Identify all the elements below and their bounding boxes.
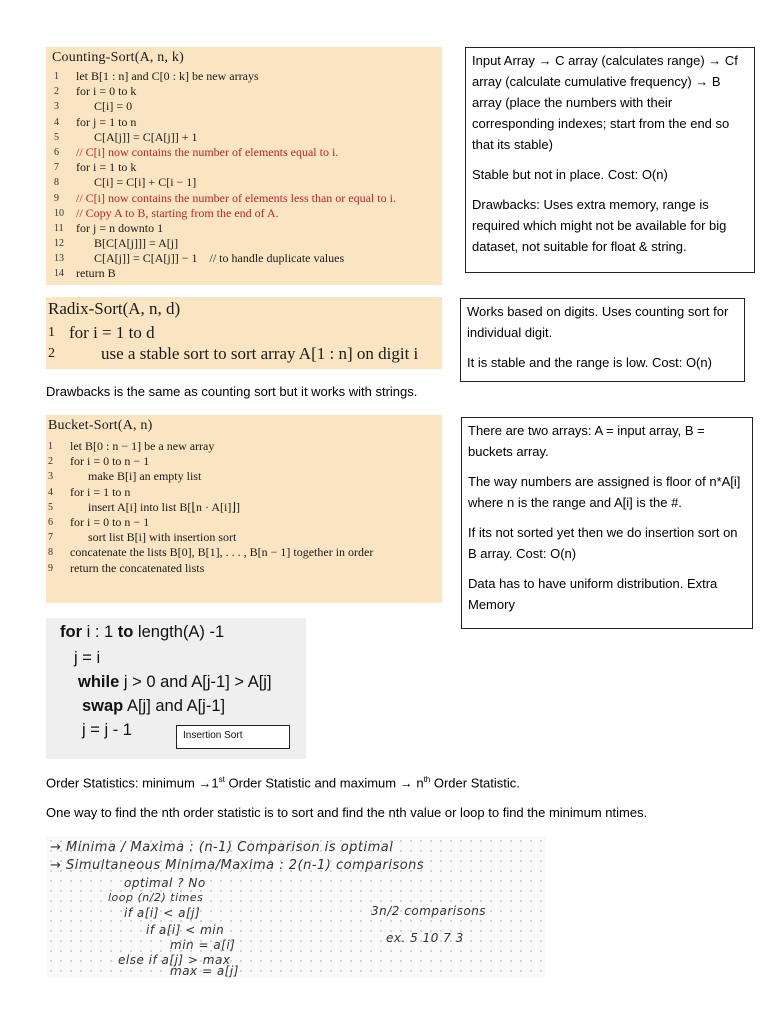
counting-sort-line-4: [54, 115, 438, 130]
bucket-note-distribution: Data has to have uniform distribution. Extra Memory: [468, 576, 718, 612]
bucket-sort-line-3: [48, 469, 438, 484]
radix-note-digits: Works based on digits. Uses counting sort for individual digit.: [467, 304, 729, 340]
counting-sort-title: Counting-Sort(A, n, k): [52, 50, 184, 65]
hw-loop: loop (n/2) times: [108, 891, 204, 904]
bucket-sort-line-text: return the concatenated lists: [70, 560, 205, 575]
counting-note-drawbacks: Drawbacks: Uses extra memory, range is required which might not be available for big dataset, not suitable for float & string.: [472, 197, 727, 254]
hw-min-assign: min = a[i]: [170, 938, 236, 952]
counting-sort-line-number: 6: [54, 146, 59, 158]
order-statistics-method: One way to find the nth order statistic is to sort and find the nth value or loop to find the minimum ntimes.: [46, 805, 648, 820]
bucket-sort-line-number: 2: [48, 456, 53, 468]
counting-sort-line-7: [54, 160, 438, 175]
counting-sort-line-text: for j = 1 to n: [76, 114, 137, 129]
bucket-sort-code: [48, 439, 438, 576]
counting-sort-line-number: 1: [54, 71, 59, 82]
counting-sort-line-11: [54, 221, 438, 236]
bucket-sort-line-4: [48, 485, 438, 500]
counting-sort-line-number: 9: [54, 192, 59, 204]
bucket-sort-line-number: 5: [48, 501, 53, 513]
counting-sort-line-number: 7: [54, 162, 59, 174]
counting-sort-line-5: [54, 130, 438, 145]
bucket-sort-line-9: [48, 561, 438, 576]
insertion-sort-label: Insertion Sort: [176, 725, 290, 749]
counting-sort-line-number: 5: [54, 131, 59, 143]
counting-sort-block: [46, 47, 442, 285]
counting-sort-line-6: [54, 145, 438, 160]
bucket-sort-line-2: [48, 454, 438, 469]
bucket-sort-line-text: for i = 1 to n: [70, 484, 131, 499]
counting-sort-line-text: for i = 1 to k: [76, 160, 137, 175]
counting-sort-line-number: 12: [54, 238, 64, 250]
radix-line-1-num: 1: [48, 325, 55, 340]
bucket-sort-line-text: make B[i] an empty list: [70, 469, 202, 484]
order-stats-sup-st: st: [218, 775, 225, 784]
counting-sort-line-text: let B[1 : n] and C[0 : k] be new arrays: [76, 69, 259, 83]
counting-sort-line-text: for j = n downto 1: [76, 220, 164, 235]
counting-note-flow: Input Array → C array (calculates range) → Cf array (calculate cumulative frequency) → B array (place the numbers with their corresponding indexes; start from the end so that its stable): [472, 53, 738, 152]
bucket-sort-line-text: for i = 0 to n − 1: [70, 454, 150, 469]
bucket-sort-line-number: 9: [48, 562, 53, 574]
counting-sort-line-number: 10: [54, 207, 64, 219]
bucket-sort-line-1: [48, 439, 438, 454]
counting-sort-line-2: [54, 84, 438, 99]
radix-line-1: for i = 1 to d: [69, 323, 155, 342]
counting-sort-line-12: [54, 236, 438, 251]
bucket-sort-line-number: 6: [48, 516, 53, 528]
counting-sort-line-text: C[A[j]] = C[A[j]] + 1: [76, 129, 198, 144]
counting-sort-line-text: B[C[A[j]]] = A[j]: [76, 236, 179, 251]
bucket-sort-line-number: 4: [48, 486, 53, 498]
bucket-note-arrays: There are two arrays: A = input array, B = buckets array.: [468, 423, 705, 459]
bucket-sort-line-8: [48, 545, 438, 560]
bucket-sort-line-text: insert A[i] into list B[⌊n · A[i]⌋]: [70, 499, 241, 514]
hw-comparisons-count: 3n/2 comparisons: [371, 904, 487, 918]
counting-sort-line-text: return B: [76, 266, 116, 281]
bucket-sort-block: [46, 415, 442, 603]
order-statistics-line: [46, 771, 520, 792]
bucket-sort-line-5: [48, 500, 438, 515]
counting-sort-line-text: C[i] = C[i] + C[i − 1]: [76, 175, 197, 190]
radix-sort-note: [460, 298, 745, 382]
counting-sort-line-text: C[A[j]] = C[A[j]] − 1 // to handle duplicate values: [76, 251, 345, 266]
counting-sort-line-number: 14: [54, 268, 64, 280]
hw-optimal-question: optimal ? No: [124, 876, 206, 890]
bucket-sort-line-number: 1: [48, 441, 53, 452]
radix-note-stability: It is stable and the range is low. Cost: O(n): [467, 355, 712, 370]
counting-sort-line-number: 3: [54, 101, 59, 113]
counting-sort-line-9: [54, 191, 438, 206]
insertion-line-5: j = j - 1: [82, 721, 132, 739]
insertion-line-2: j = i: [74, 649, 101, 667]
hw-else-if-max: else if a[j] > max: [118, 953, 231, 967]
radix-drawbacks-text: Drawbacks is the same as counting sort but it works with strings.: [46, 384, 418, 399]
radix-line-2-num: 2: [48, 346, 55, 361]
counting-sort-line-text: // C[i] now contains the number of elements less than or equal to i.: [76, 190, 396, 205]
bucket-sort-title: Bucket-Sort(A, n): [48, 418, 153, 433]
insertion-line-3: while j > 0 and A[j-1] > A[j]: [78, 673, 272, 691]
insertion-sort-block: [46, 618, 306, 759]
counting-sort-line-number: 13: [54, 253, 64, 265]
counting-sort-line-13: [54, 251, 438, 266]
counting-sort-line-number: 4: [54, 116, 59, 128]
radix-line-2: use a stable sort to sort array A[1 : n] on digit i: [101, 344, 419, 363]
counting-sort-line-8: [54, 175, 438, 190]
bucket-note-insertion: If its not sorted yet then we do insertion sort on B array. Cost: O(n): [468, 525, 738, 561]
insertion-line-4: swap A[j] and A[j-1]: [82, 697, 226, 715]
counting-sort-line-text: C[i] = 0: [76, 99, 133, 114]
order-stats-part-b: Order Statistic and maximum → n: [224, 775, 424, 791]
handwritten-notes: [46, 836, 546, 978]
counting-sort-line-number: 8: [54, 177, 59, 189]
insertion-line-1: for i : 1 to length(A) -1: [60, 623, 225, 641]
counting-sort-line-10: [54, 206, 438, 221]
bucket-sort-line-text: sort list B[i] with insertion sort: [70, 530, 237, 545]
bucket-note-assignment: The way numbers are assigned is floor of n*A[i] where n is the range and A[i] is the #.: [468, 474, 741, 510]
hw-minima-maxima: → Minima / Maxima : (n-1) Comparison is optimal: [50, 840, 394, 855]
bucket-sort-line-number: 3: [48, 471, 53, 483]
bucket-sort-line-text: for i = 0 to n − 1: [70, 514, 150, 529]
counting-sort-line-text: // Copy A to B, starting from the end of A.: [76, 205, 279, 220]
bucket-sort-line-6: [48, 515, 438, 530]
counting-sort-line-1: [54, 69, 438, 84]
order-stats-part-a: Order Statistics: minimum →1: [46, 775, 219, 791]
radix-sort-title: Radix-Sort(A, n, d): [48, 299, 181, 318]
counting-sort-line-3: [54, 99, 438, 114]
counting-sort-code: [54, 69, 438, 282]
hw-simultaneous: → Simultaneous Minima/Maxima : 2(n-1) comparisons: [50, 858, 425, 873]
counting-sort-line-number: 2: [54, 86, 59, 98]
counting-sort-line-14: [54, 266, 438, 281]
counting-sort-line-text: // C[i] now contains the number of elements equal to i.: [76, 144, 339, 159]
counting-sort-line-text: for i = 0 to k: [76, 84, 137, 99]
hw-example: ex. 5 10 7 3: [386, 931, 464, 945]
bucket-sort-line-7: [48, 530, 438, 545]
hw-if-compare: if a[i] < a[j]: [124, 906, 201, 920]
counting-sort-line-number: 11: [54, 222, 64, 234]
counting-note-stability: Stable but not in place. Cost: O(n): [472, 167, 668, 182]
bucket-sort-line-text: let B[0 : n − 1] be a new array: [70, 439, 215, 453]
hw-if-min: if a[i] < min: [146, 923, 225, 937]
hw-max-assign: max = a[j]: [170, 964, 239, 978]
order-stats-sup-th: th: [423, 775, 431, 784]
order-stats-part-c: Order Statistic.: [430, 775, 520, 791]
bucket-sort-note: [461, 417, 753, 629]
bucket-sort-line-number: 8: [48, 547, 53, 559]
bucket-sort-line-number: 7: [48, 532, 53, 544]
bucket-sort-line-text: concatenate the lists B[0], B[1], . . . , B[n − 1] together in order: [70, 545, 374, 560]
counting-sort-note: [465, 47, 755, 273]
radix-sort-block: [46, 297, 442, 369]
